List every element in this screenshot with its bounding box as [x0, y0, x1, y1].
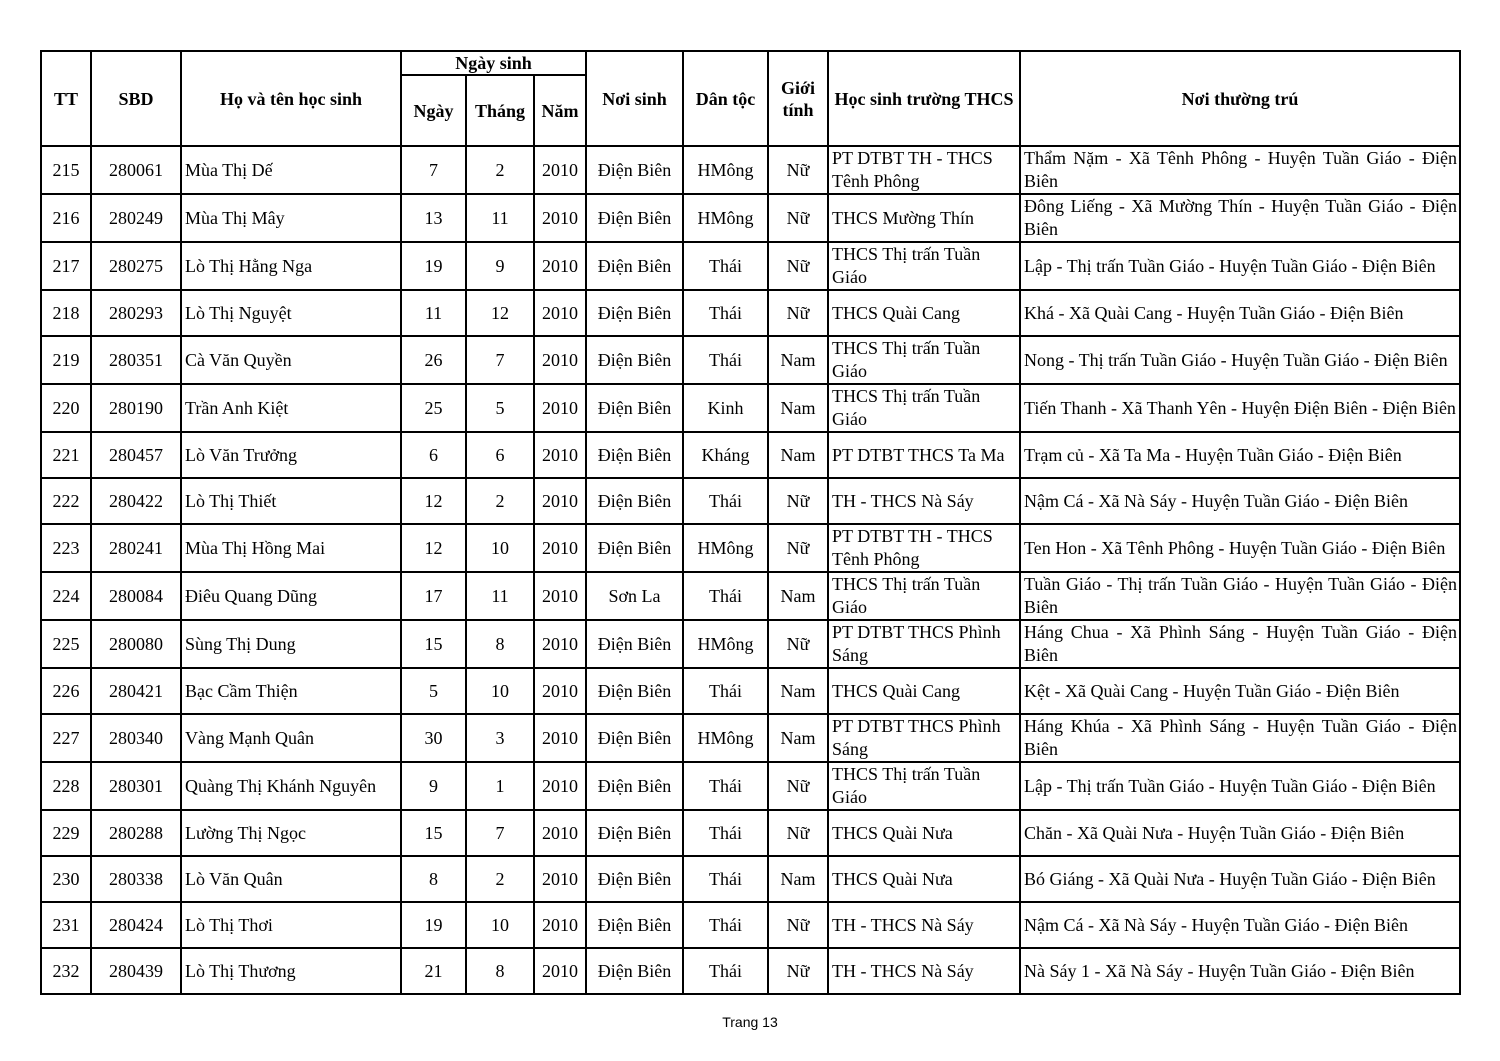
cell-month: 10 — [466, 668, 534, 714]
cell-year: 2010 — [534, 384, 586, 432]
cell-school: TH - THCS Nà Sáy — [828, 902, 1020, 948]
col-header-tt: TT — [41, 51, 91, 146]
table-row — [41, 524, 1460, 572]
cell-day: 12 — [401, 524, 466, 572]
cell-ethnicity: Thái — [683, 478, 768, 524]
cell-school: PT DTBT THCS Ta Ma — [828, 432, 1020, 478]
cell-day: 19 — [401, 902, 466, 948]
table-row — [41, 948, 1460, 994]
cell-name: Quàng Thị Khánh Nguyên — [181, 762, 401, 810]
col-header-birthplace: Nơi sinh — [586, 51, 683, 146]
cell-year: 2010 — [534, 290, 586, 336]
cell-name: Lò Thị Thiết — [181, 478, 401, 524]
table-row — [41, 336, 1460, 384]
cell-sbd: 280190 — [91, 384, 181, 432]
cell-school: PT DTBT TH - THCS Tênh Phông — [828, 146, 1020, 194]
table-row — [41, 620, 1460, 668]
cell-birthplace: Điện Biên — [586, 384, 683, 432]
cell-tt: 221 — [41, 432, 91, 478]
cell-year: 2010 — [534, 242, 586, 290]
cell-tt: 222 — [41, 478, 91, 524]
cell-residence: Trạm củ - Xã Ta Ma - Huyện Tuần Giáo - Điện Biên — [1020, 432, 1460, 478]
cell-birthplace: Điện Biên — [586, 290, 683, 336]
cell-month: 7 — [466, 336, 534, 384]
cell-day: 15 — [401, 810, 466, 856]
cell-sbd: 280293 — [91, 290, 181, 336]
col-header-school: Học sinh trường THCS — [828, 51, 1020, 146]
cell-name: Mùa Thị Hồng Mai — [181, 524, 401, 572]
cell-ethnicity: HMông — [683, 620, 768, 668]
cell-gender: Nữ — [768, 902, 828, 948]
cell-month: 11 — [466, 572, 534, 620]
cell-school: THCS Thị trấn Tuần Giáo — [828, 384, 1020, 432]
cell-year: 2010 — [534, 620, 586, 668]
cell-month: 2 — [466, 856, 534, 902]
cell-year: 2010 — [534, 478, 586, 524]
cell-sbd: 280084 — [91, 572, 181, 620]
cell-day: 25 — [401, 384, 466, 432]
cell-tt: 227 — [41, 714, 91, 762]
table-row — [41, 194, 1460, 242]
cell-year: 2010 — [534, 902, 586, 948]
cell-tt: 223 — [41, 524, 91, 572]
cell-ethnicity: Thái — [683, 762, 768, 810]
cell-gender: Nam — [768, 714, 828, 762]
cell-birthplace: Điện Biên — [586, 478, 683, 524]
cell-school: THCS Quài Nưa — [828, 810, 1020, 856]
table-row — [41, 856, 1460, 902]
cell-residence: Lập - Thị trấn Tuần Giáo - Huyện Tuần Giáo - Điện Biên — [1020, 242, 1460, 290]
cell-residence: Háng Chua - Xã Phình Sáng - Huyện Tuần Giáo - Điện Biên — [1020, 620, 1460, 668]
cell-birthplace: Điện Biên — [586, 714, 683, 762]
cell-ethnicity: Thái — [683, 668, 768, 714]
cell-birthplace: Điện Biên — [586, 146, 683, 194]
cell-gender: Nam — [768, 432, 828, 478]
cell-name: Lò Văn Quân — [181, 856, 401, 902]
cell-ethnicity: Kinh — [683, 384, 768, 432]
table-row — [41, 572, 1460, 620]
cell-month: 2 — [466, 146, 534, 194]
cell-sbd: 280080 — [91, 620, 181, 668]
table-row — [41, 146, 1460, 194]
table-row — [41, 810, 1460, 856]
cell-day: 6 — [401, 432, 466, 478]
cell-month: 11 — [466, 194, 534, 242]
cell-birthplace: Điện Biên — [586, 194, 683, 242]
cell-sbd: 280351 — [91, 336, 181, 384]
cell-birthplace: Điện Biên — [586, 524, 683, 572]
cell-school: THCS Thị trấn Tuần Giáo — [828, 572, 1020, 620]
col-header-gender: Giới tính — [768, 51, 828, 146]
cell-gender: Nữ — [768, 290, 828, 336]
col-header-name: Họ và tên học sinh — [181, 51, 401, 146]
cell-birthplace: Điện Biên — [586, 810, 683, 856]
cell-name: Lò Văn Trưởng — [181, 432, 401, 478]
cell-residence: Kệt - Xã Quài Cang - Huyện Tuần Giáo - Điện Biên — [1020, 668, 1460, 714]
col-header-residence: Nơi thường trú — [1020, 51, 1460, 146]
cell-day: 13 — [401, 194, 466, 242]
cell-sbd: 280340 — [91, 714, 181, 762]
cell-sbd: 280061 — [91, 146, 181, 194]
table-row — [41, 478, 1460, 524]
cell-year: 2010 — [534, 948, 586, 994]
cell-day: 17 — [401, 572, 466, 620]
student-table — [40, 50, 1461, 995]
cell-year: 2010 — [534, 856, 586, 902]
cell-residence: Khá - Xã Quài Cang - Huyện Tuần Giáo - Điện Biên — [1020, 290, 1460, 336]
table-row — [41, 762, 1460, 810]
cell-name: Mùa Thị Mây — [181, 194, 401, 242]
cell-month: 8 — [466, 948, 534, 994]
col-header-dob-group: Ngày sinh — [401, 51, 586, 75]
table-row — [41, 432, 1460, 478]
cell-year: 2010 — [534, 194, 586, 242]
cell-residence: Nong - Thị trấn Tuần Giáo - Huyện Tuần Giáo - Điện Biên — [1020, 336, 1460, 384]
table-body — [41, 146, 1460, 994]
cell-birthplace: Điện Biên — [586, 620, 683, 668]
cell-month: 5 — [466, 384, 534, 432]
cell-name: Điêu Quang Dũng — [181, 572, 401, 620]
cell-gender: Nam — [768, 668, 828, 714]
cell-residence: Đông Liếng - Xã Mường Thín - Huyện Tuần Giáo - Điện Biên — [1020, 194, 1460, 242]
cell-year: 2010 — [534, 714, 586, 762]
cell-residence: Tiến Thanh - Xã Thanh Yên - Huyện Điện Biên - Điện Biên — [1020, 384, 1460, 432]
cell-year: 2010 — [534, 336, 586, 384]
cell-tt: 229 — [41, 810, 91, 856]
cell-day: 11 — [401, 290, 466, 336]
table-header — [41, 51, 1460, 146]
cell-tt: 228 — [41, 762, 91, 810]
cell-birthplace: Điện Biên — [586, 902, 683, 948]
cell-tt: 215 — [41, 146, 91, 194]
cell-birthplace: Điện Biên — [586, 762, 683, 810]
cell-name: Lò Thị Thơi — [181, 902, 401, 948]
cell-sbd: 280439 — [91, 948, 181, 994]
cell-day: 12 — [401, 478, 466, 524]
cell-name: Cà Văn Quyền — [181, 336, 401, 384]
cell-residence: Háng Khúa - Xã Phình Sáng - Huyện Tuần Giáo - Điện Biên — [1020, 714, 1460, 762]
cell-month: 10 — [466, 902, 534, 948]
cell-sbd: 280422 — [91, 478, 181, 524]
cell-birthplace: Điện Biên — [586, 336, 683, 384]
cell-ethnicity: HMông — [683, 146, 768, 194]
cell-name: Vàng Mạnh Quân — [181, 714, 401, 762]
cell-name: Trần Anh Kiệt — [181, 384, 401, 432]
cell-school: TH - THCS Nà Sáy — [828, 478, 1020, 524]
col-header-day: Ngày — [401, 75, 466, 146]
cell-sbd: 280249 — [91, 194, 181, 242]
cell-tt: 232 — [41, 948, 91, 994]
cell-tt: 230 — [41, 856, 91, 902]
cell-ethnicity: Kháng — [683, 432, 768, 478]
cell-gender: Nam — [768, 384, 828, 432]
cell-gender: Nữ — [768, 242, 828, 290]
cell-school: THCS Thị trấn Tuần Giáo — [828, 762, 1020, 810]
cell-tt: 231 — [41, 902, 91, 948]
cell-name: Lò Thị Thương — [181, 948, 401, 994]
cell-school: THCS Quài Cang — [828, 668, 1020, 714]
cell-birthplace: Điện Biên — [586, 242, 683, 290]
cell-school: PT DTBT TH - THCS Tênh Phông — [828, 524, 1020, 572]
cell-year: 2010 — [534, 668, 586, 714]
cell-ethnicity: HMông — [683, 524, 768, 572]
cell-gender: Nữ — [768, 948, 828, 994]
cell-day: 19 — [401, 242, 466, 290]
cell-month: 2 — [466, 478, 534, 524]
cell-tt: 219 — [41, 336, 91, 384]
cell-gender: Nam — [768, 572, 828, 620]
cell-tt: 224 — [41, 572, 91, 620]
cell-day: 15 — [401, 620, 466, 668]
cell-month: 10 — [466, 524, 534, 572]
cell-school: PT DTBT THCS Phình Sáng — [828, 714, 1020, 762]
cell-year: 2010 — [534, 524, 586, 572]
cell-residence: Bó Giáng - Xã Quài Nưa - Huyện Tuần Giáo - Điện Biên — [1020, 856, 1460, 902]
cell-name: Bạc Cầm Thiện — [181, 668, 401, 714]
cell-year: 2010 — [534, 810, 586, 856]
student-list-sheet — [40, 50, 1461, 995]
cell-gender: Nam — [768, 856, 828, 902]
cell-gender: Nữ — [768, 478, 828, 524]
cell-school: TH - THCS Nà Sáy — [828, 948, 1020, 994]
cell-gender: Nam — [768, 336, 828, 384]
col-header-sbd: SBD — [91, 51, 181, 146]
cell-school: THCS Mường Thín — [828, 194, 1020, 242]
cell-gender: Nữ — [768, 810, 828, 856]
cell-residence: Nậm Cá - Xã Nà Sáy - Huyện Tuần Giáo - Điện Biên — [1020, 902, 1460, 948]
cell-day: 9 — [401, 762, 466, 810]
cell-tt: 220 — [41, 384, 91, 432]
cell-ethnicity: HMông — [683, 194, 768, 242]
cell-gender: Nữ — [768, 146, 828, 194]
col-header-year: Năm — [534, 75, 586, 146]
cell-name: Sùng Thị Dung — [181, 620, 401, 668]
cell-ethnicity: Thái — [683, 572, 768, 620]
cell-birthplace: Điện Biên — [586, 432, 683, 478]
cell-day: 8 — [401, 856, 466, 902]
cell-birthplace: Điện Biên — [586, 668, 683, 714]
cell-ethnicity: Thái — [683, 290, 768, 336]
cell-ethnicity: Thái — [683, 242, 768, 290]
cell-school: THCS Quài Cang — [828, 290, 1020, 336]
table-row — [41, 242, 1460, 290]
table-row — [41, 902, 1460, 948]
cell-residence: Nà Sáy 1 - Xã Nà Sáy - Huyện Tuần Giáo - Điện Biên — [1020, 948, 1460, 994]
cell-year: 2010 — [534, 572, 586, 620]
cell-ethnicity: Thái — [683, 948, 768, 994]
cell-year: 2010 — [534, 762, 586, 810]
cell-name: Mùa Thị Dế — [181, 146, 401, 194]
cell-ethnicity: Thái — [683, 902, 768, 948]
table-row — [41, 668, 1460, 714]
cell-gender: Nữ — [768, 620, 828, 668]
cell-school: THCS Thị trấn Tuần Giáo — [828, 336, 1020, 384]
cell-gender: Nữ — [768, 524, 828, 572]
cell-tt: 225 — [41, 620, 91, 668]
cell-name: Lường Thị Ngọc — [181, 810, 401, 856]
cell-residence: Ten Hon - Xã Tênh Phông - Huyện Tuần Giáo - Điện Biên — [1020, 524, 1460, 572]
cell-birthplace: Sơn La — [586, 572, 683, 620]
cell-sbd: 280338 — [91, 856, 181, 902]
col-header-month: Tháng — [466, 75, 534, 146]
cell-sbd: 280288 — [91, 810, 181, 856]
cell-birthplace: Điện Biên — [586, 856, 683, 902]
cell-tt: 217 — [41, 242, 91, 290]
cell-residence: Thẩm Nặm - Xã Tênh Phông - Huyện Tuần Giáo - Điện Biên — [1020, 146, 1460, 194]
cell-ethnicity: Thái — [683, 856, 768, 902]
cell-school: THCS Thị trấn Tuần Giáo — [828, 242, 1020, 290]
cell-year: 2010 — [534, 432, 586, 478]
cell-name: Lò Thị Hằng Nga — [181, 242, 401, 290]
cell-name: Lò Thị Nguyệt — [181, 290, 401, 336]
page-number: Trang 13 — [722, 1014, 778, 1030]
table-row — [41, 384, 1460, 432]
cell-month: 12 — [466, 290, 534, 336]
cell-sbd: 280457 — [91, 432, 181, 478]
cell-birthplace: Điện Biên — [586, 948, 683, 994]
col-header-ethnicity: Dân tộc — [683, 51, 768, 146]
cell-school: THCS Quài Nưa — [828, 856, 1020, 902]
cell-sbd: 280424 — [91, 902, 181, 948]
cell-day: 26 — [401, 336, 466, 384]
cell-sbd: 280421 — [91, 668, 181, 714]
cell-ethnicity: HMông — [683, 714, 768, 762]
cell-gender: Nữ — [768, 762, 828, 810]
cell-sbd: 280241 — [91, 524, 181, 572]
cell-day: 30 — [401, 714, 466, 762]
cell-ethnicity: Thái — [683, 336, 768, 384]
cell-day: 5 — [401, 668, 466, 714]
cell-sbd: 280275 — [91, 242, 181, 290]
cell-month: 1 — [466, 762, 534, 810]
cell-tt: 226 — [41, 668, 91, 714]
cell-day: 21 — [401, 948, 466, 994]
cell-school: PT DTBT THCS Phình Sáng — [828, 620, 1020, 668]
cell-residence: Nậm Cá - Xã Nà Sáy - Huyện Tuần Giáo - Điện Biên — [1020, 478, 1460, 524]
cell-tt: 216 — [41, 194, 91, 242]
cell-residence: Tuần Giáo - Thị trấn Tuần Giáo - Huyện Tuần Giáo - Điện Biên — [1020, 572, 1460, 620]
cell-day: 7 — [401, 146, 466, 194]
cell-year: 2010 — [534, 146, 586, 194]
table-row — [41, 714, 1460, 762]
cell-residence: Chăn - Xã Quài Nưa - Huyện Tuần Giáo - Điện Biên — [1020, 810, 1460, 856]
table-row — [41, 290, 1460, 336]
cell-month: 3 — [466, 714, 534, 762]
cell-residence: Lập - Thị trấn Tuần Giáo - Huyện Tuần Giáo - Điện Biên — [1020, 762, 1460, 810]
cell-month: 8 — [466, 620, 534, 668]
cell-sbd: 280301 — [91, 762, 181, 810]
cell-gender: Nữ — [768, 194, 828, 242]
cell-month: 6 — [466, 432, 534, 478]
cell-ethnicity: Thái — [683, 810, 768, 856]
cell-month: 7 — [466, 810, 534, 856]
cell-month: 9 — [466, 242, 534, 290]
cell-tt: 218 — [41, 290, 91, 336]
